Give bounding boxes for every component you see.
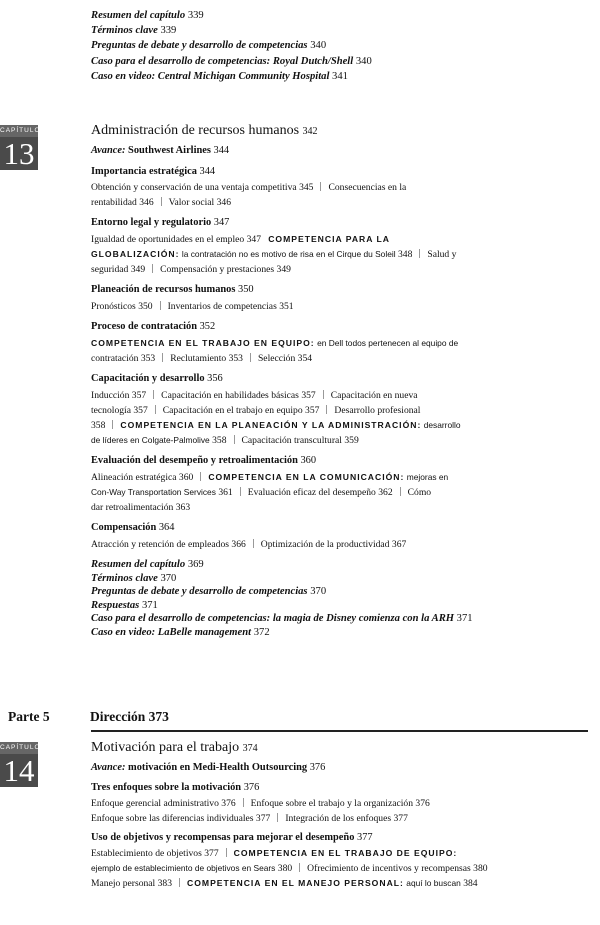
chapter-badge	[0, 742, 41, 788]
toc-entry[interactable]: Preguntas de debate y desarrollo de competencias 370	[91, 586, 327, 598]
top-end-list	[91, 8, 372, 84]
separator	[155, 405, 156, 414]
section-body-line: de líderes en Colgate-Palmolive 358 Capacitación transcultural 359	[91, 435, 359, 446]
section-body-line: Manejo personal 383 COMPETENCIA EN EL MANEJO PERSONAL: aquí lo buscan 384	[91, 878, 478, 889]
separator	[153, 390, 154, 399]
section-body-line: Igualdad de oportunidades en el empleo 347 COMPETENCIA PARA LA	[91, 234, 390, 245]
section-heading[interactable]: Tres enfoques sobre la motivación 376	[91, 782, 260, 793]
toc-entry[interactable]: Caso para el desarrollo de competencias: Royal Dutch/Shell 340	[91, 55, 372, 67]
separator	[226, 848, 227, 857]
section-body-line: 358 COMPETENCIA EN LA PLANEACIÓN Y LA ADMINISTRACIÓN: desarrollo	[91, 420, 461, 431]
toc-entry[interactable]: Caso para el desarrollo de competencias: la magia de Disney comienza con la ARH 371	[91, 613, 473, 625]
section-heading[interactable]: Importancia estratégica 344	[91, 166, 216, 177]
section-heading[interactable]: Capacitación y desarrollo 356	[91, 373, 223, 384]
toc-entry[interactable]: Respuestas 371	[91, 599, 158, 611]
toc-entry[interactable]: Términos clave 370	[91, 572, 177, 584]
chapter-label: CAPÍTULO	[0, 127, 41, 134]
toc-entry[interactable]: Resumen del capítulo 339	[91, 10, 204, 21]
section-heading[interactable]: Proceso de contratación 352	[91, 321, 216, 332]
section-heading[interactable]: Entorno legal y regulatorio 347	[91, 217, 230, 228]
separator	[161, 197, 162, 206]
chapter-title[interactable]: Administración de recursos humanos 342	[91, 123, 318, 138]
toc-entry[interactable]: Términos clave 339	[91, 25, 177, 37]
separator	[179, 878, 180, 887]
section-body-line: Con-Way Transportation Services 361 Evaluación eficaz del desempeño 362 Cómo	[91, 487, 432, 498]
section-body-line: Establecimiento de objetivos 377 COMPETENCIA EN EL TRABAJO DE EQUIPO:	[91, 848, 458, 859]
chapter-number: 14	[0, 754, 38, 787]
separator	[253, 539, 254, 548]
section-body-line: Alineación estratégica 360 COMPETENCIA EN LA COMUNICACIÓN: mejoras en	[91, 472, 449, 483]
separator	[250, 353, 251, 362]
section-body-line: COMPETENCIA EN EL TRABAJO EN EQUIPO: en Dell todos pertenecen al equipo de	[91, 338, 459, 348]
section-body-line: seguridad 349 Compensación y prestaciones 349	[91, 264, 291, 275]
separator	[326, 405, 327, 414]
section-heading[interactable]: Uso de objetivos y recompensas para mejorar el desempeño 377	[91, 832, 373, 843]
toc-entry[interactable]: Caso en video: Central Michigan Community Hospital 341	[91, 70, 348, 82]
section-body-line: Obtención y conservación de una ventaja competitiva 345 Consecuencias en la	[91, 182, 407, 193]
toc-entry[interactable]: Caso en video: LaBelle management 372	[91, 626, 270, 638]
toc-entry[interactable]: Resumen del capítulo 369	[91, 559, 204, 570]
separator	[400, 487, 401, 496]
separator	[320, 182, 321, 191]
separator	[160, 301, 161, 310]
section-body-line: tecnología 357 Capacitación en el trabajo en equipo 357 Desarrollo profesional	[91, 405, 421, 416]
separator	[419, 249, 420, 258]
section-body-line: dar retroalimentación 363	[91, 502, 191, 513]
separator	[243, 798, 244, 807]
section-heading[interactable]: Compensación 364	[91, 522, 175, 533]
section-body-line: ejemplo de establecimiento de objetivos en Sears 380 Ofrecimiento de incentivos y recompensas 380	[91, 863, 488, 874]
chapter-end-list	[91, 558, 473, 640]
section-body-line: GLOBALIZACIÓN: la contratación no es motivo de risa en el Cirque du Soleil 348 Salud y	[91, 249, 457, 260]
chapter-badge	[0, 125, 41, 171]
separator	[112, 420, 113, 429]
separator	[234, 435, 235, 444]
part-divider	[91, 730, 588, 732]
section-body-line: Atracción y retención de empleados 366 Optimización de la productividad 367	[91, 539, 407, 550]
chapter-title[interactable]: Motivación para el trabajo 374	[91, 740, 258, 755]
part-heading[interactable]: Parte 5 Dirección 373	[8, 709, 169, 724]
chapter-label: CAPÍTULO	[0, 744, 41, 751]
section-body-line: Inducción 357 Capacitación en habilidades básicas 357 Capacitación en nueva	[91, 390, 418, 401]
section-heading[interactable]: Planeación de recursos humanos 350	[91, 284, 254, 295]
separator	[152, 264, 153, 273]
avance-line[interactable]: Avance: motivación en Medi-Health Outsourcing 376	[91, 762, 326, 773]
separator	[277, 813, 278, 822]
section-heading[interactable]: Evaluación del desempeño y retroalimentación 360	[91, 455, 317, 466]
section-body-line: Enfoque gerencial administrativo 376 Enfoque sobre el trabajo y la organización 376	[91, 798, 430, 809]
avance-line[interactable]: Avance: Southwest Airlines 344	[91, 145, 230, 156]
separator	[162, 353, 163, 362]
section-body-line: Enfoque sobre las diferencias individuales 377 Integración de los enfoques 377	[91, 813, 408, 824]
separator	[299, 863, 300, 872]
section-body-line: contratación 353 Reclutamiento 353 Selección 354	[91, 353, 313, 364]
chapter-number: 13	[0, 137, 38, 170]
separator	[323, 390, 324, 399]
section-body-line: Pronósticos 350 Inventarios de competencias 351	[91, 301, 294, 312]
section-body-line: rentabilidad 346 Valor social 346	[91, 197, 231, 208]
toc-entry[interactable]: Preguntas de debate y desarrollo de competencias 340	[91, 40, 327, 52]
separator	[240, 487, 241, 496]
separator	[200, 472, 201, 481]
